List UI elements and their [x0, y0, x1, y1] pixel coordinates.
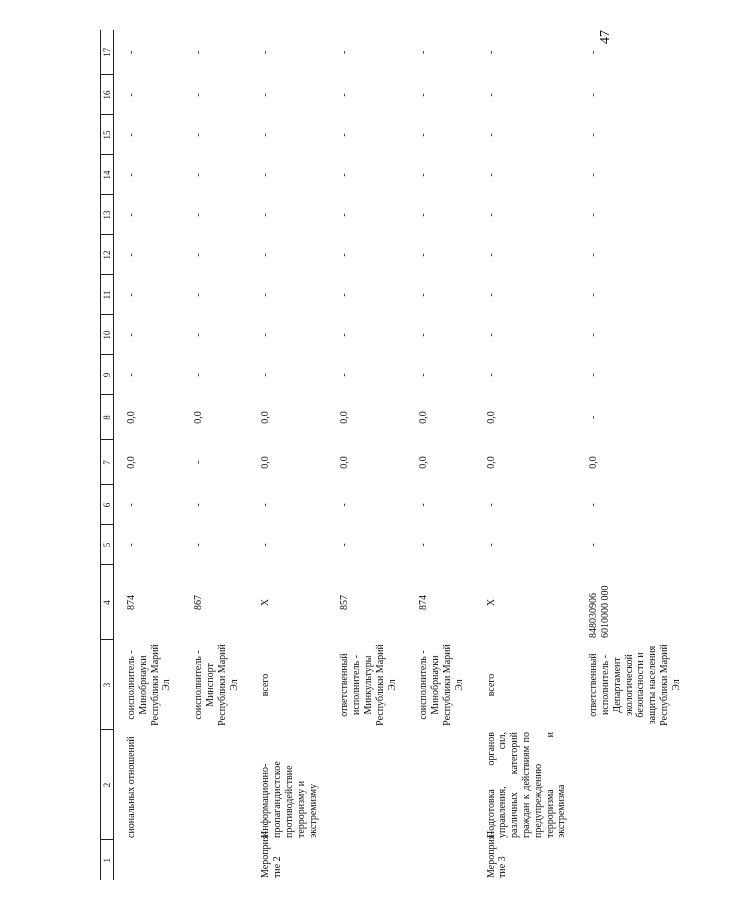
- value-cell: -: [485, 333, 497, 337]
- measure-name-cell: [576, 730, 742, 840]
- measure-cell: [576, 840, 742, 880]
- value-cell: -: [588, 93, 600, 97]
- rotated-table-container: [100, 30, 682, 880]
- header-cell: 13: [101, 195, 114, 235]
- value-cell: 0,0: [126, 411, 137, 424]
- value-cell: -: [588, 50, 600, 55]
- measure-name-cell: [406, 730, 473, 840]
- value-cell: -: [193, 50, 205, 55]
- value-cell: -: [193, 333, 205, 337]
- value-cell: -: [193, 173, 205, 177]
- value-cell: -: [193, 373, 205, 377]
- value-cell: -: [485, 253, 497, 257]
- measure-name-cell: Информационно-пропагандистское противодействие терроризму и экстремизму: [260, 761, 319, 838]
- value-cell: -: [339, 173, 351, 177]
- table-row: [248, 30, 327, 880]
- value-cell: -: [418, 293, 430, 297]
- header-cell: 1: [101, 840, 114, 880]
- measure-cell: [406, 840, 473, 880]
- budget-code-cell: 857: [339, 595, 351, 610]
- value-cell: -: [588, 415, 600, 420]
- value-cell: -: [260, 373, 272, 377]
- value-cell: -: [193, 460, 205, 465]
- value-cell: -: [588, 373, 600, 377]
- value-cell: -: [126, 333, 137, 337]
- table-row: [474, 30, 577, 880]
- value-cell: 0,0: [418, 411, 430, 424]
- value-cell: -: [339, 253, 351, 257]
- executor-cell: соисполнитель - Минспорт Республики Марий Эл: [193, 644, 240, 726]
- value-cell: -: [260, 293, 272, 297]
- measure-cell: [114, 840, 182, 880]
- value-cell: -: [126, 293, 137, 297]
- value-cell: -: [485, 543, 497, 547]
- value-cell: -: [260, 543, 272, 547]
- value-cell: -: [588, 543, 600, 547]
- value-cell: -: [339, 333, 351, 337]
- value-cell: -: [418, 133, 430, 137]
- value-cell: -: [193, 213, 205, 217]
- value-cell: -: [193, 503, 205, 507]
- value-cell: -: [588, 333, 600, 337]
- table-row: [181, 30, 248, 880]
- value-cell: -: [260, 50, 272, 55]
- measure-name-cell: [327, 730, 406, 840]
- budget-table: [100, 30, 742, 880]
- measure-cell: [327, 840, 406, 880]
- measure-name-cell: Подготовка органов управления, сил, различных категорий граждан к действиям по предупреждению терроризма и экстремизма: [485, 732, 568, 838]
- value-cell: 0,0: [485, 456, 497, 469]
- value-cell: -: [588, 253, 600, 257]
- value-cell: -: [126, 543, 137, 547]
- value-cell: -: [126, 213, 137, 217]
- value-cell: 0,0: [260, 456, 272, 469]
- value-cell: -: [126, 173, 137, 177]
- value-cell: -: [193, 253, 205, 257]
- value-cell: -: [193, 93, 205, 97]
- measure-name-cell: сиональных отношений: [126, 736, 137, 838]
- value-cell: -: [260, 93, 272, 97]
- value-cell: -: [418, 50, 430, 55]
- value-cell: -: [260, 173, 272, 177]
- header-cell: 16: [101, 75, 114, 115]
- measure-cell: Мероприя-тие 3: [485, 831, 509, 878]
- budget-code-cell: 874: [126, 595, 137, 610]
- value-cell: -: [339, 373, 351, 377]
- value-cell: -: [193, 543, 205, 547]
- table-row: [327, 30, 406, 880]
- header-cell: 15: [101, 115, 114, 155]
- value-cell: -: [126, 93, 137, 97]
- value-cell: -: [485, 503, 497, 507]
- executor-cell: ответственный исполнитель - Минкультуры Республики Марий Эл: [339, 644, 398, 726]
- value-cell: -: [339, 213, 351, 217]
- budget-code-cell: 874: [418, 595, 430, 610]
- header-cell: 3: [101, 640, 114, 730]
- budget-code-cell: Х: [260, 598, 272, 607]
- measure-name-cell: [181, 730, 248, 840]
- value-cell: -: [485, 133, 497, 137]
- value-cell: -: [339, 93, 351, 97]
- value-cell: -: [485, 373, 497, 377]
- header-cell: 5: [101, 525, 114, 565]
- value-cell: -: [418, 503, 430, 507]
- value-cell: -: [126, 133, 137, 137]
- value-cell: -: [260, 253, 272, 257]
- value-cell: -: [339, 543, 351, 547]
- value-cell: -: [588, 133, 600, 137]
- value-cell: -: [339, 133, 351, 137]
- executor-cell: соисполнитель - Минобрнауки Республики Марий Эл: [126, 644, 173, 726]
- header-cell: 12: [101, 235, 114, 275]
- value-cell: -: [260, 133, 272, 137]
- budget-code-cell: 848030906 6010000 000: [588, 585, 611, 638]
- value-cell: -: [126, 373, 137, 377]
- header-cell: 4: [101, 565, 114, 640]
- executor-cell: ответственный исполнитель - Департамент экологической безопасности и защиты населения Республики Марий Эл: [588, 644, 682, 726]
- value-cell: 0,0: [339, 411, 351, 424]
- value-cell: -: [339, 293, 351, 297]
- table-row: [114, 30, 182, 880]
- value-cell: 0,0: [126, 456, 137, 469]
- value-cell: 0,0: [339, 456, 351, 469]
- table-row: [406, 30, 473, 880]
- value-cell: 0,0: [418, 456, 430, 469]
- value-cell: -: [588, 293, 600, 297]
- value-cell: -: [193, 133, 205, 137]
- value-cell: -: [260, 213, 272, 217]
- executor-cell: всего: [260, 673, 272, 697]
- header-cell: 2: [101, 730, 114, 840]
- value-cell: -: [260, 503, 272, 507]
- header-cell: 7: [101, 440, 114, 485]
- value-cell: -: [126, 253, 137, 257]
- table-row: [576, 30, 742, 880]
- value-cell: -: [485, 173, 497, 177]
- header-cell: 9: [101, 355, 114, 395]
- value-cell: -: [126, 50, 137, 55]
- value-cell: -: [418, 333, 430, 337]
- value-cell: -: [418, 213, 430, 217]
- value-cell: 0,0: [260, 411, 272, 424]
- value-cell: -: [485, 93, 497, 97]
- value-cell: -: [339, 503, 351, 507]
- value-cell: -: [418, 173, 430, 177]
- value-cell: -: [339, 50, 351, 55]
- executor-cell: соисполнитель - Минобрнауки Республики Марий Эл: [418, 644, 465, 726]
- value-cell: -: [418, 543, 430, 547]
- header-cell: 14: [101, 155, 114, 195]
- measure-cell: Мероприя-тие 2: [260, 831, 284, 878]
- measure-cell: [181, 840, 248, 880]
- page-number: 47: [598, 30, 613, 44]
- header-cell: 11: [101, 275, 114, 315]
- value-cell: -: [193, 293, 205, 297]
- header-cell: 17: [101, 30, 114, 75]
- value-cell: 0,0: [485, 411, 497, 424]
- value-cell: -: [126, 503, 137, 507]
- value-cell: -: [418, 93, 430, 97]
- value-cell: -: [418, 253, 430, 257]
- value-cell: -: [588, 503, 600, 507]
- budget-code-cell: Х: [485, 598, 497, 607]
- value-cell: -: [260, 333, 272, 337]
- value-cell: -: [485, 50, 497, 55]
- value-cell: -: [485, 213, 497, 217]
- header-cell: 10: [101, 315, 114, 355]
- value-cell: 0,0: [588, 456, 600, 469]
- header-row: [101, 30, 114, 880]
- value-cell: -: [418, 373, 430, 377]
- value-cell: -: [588, 213, 600, 217]
- budget-code-cell: 867: [193, 595, 205, 610]
- value-cell: -: [485, 293, 497, 297]
- value-cell: -: [588, 173, 600, 177]
- executor-cell: всего: [485, 673, 497, 697]
- header-cell: 8: [101, 395, 114, 440]
- header-cell: 6: [101, 485, 114, 525]
- value-cell: 0,0: [193, 411, 205, 424]
